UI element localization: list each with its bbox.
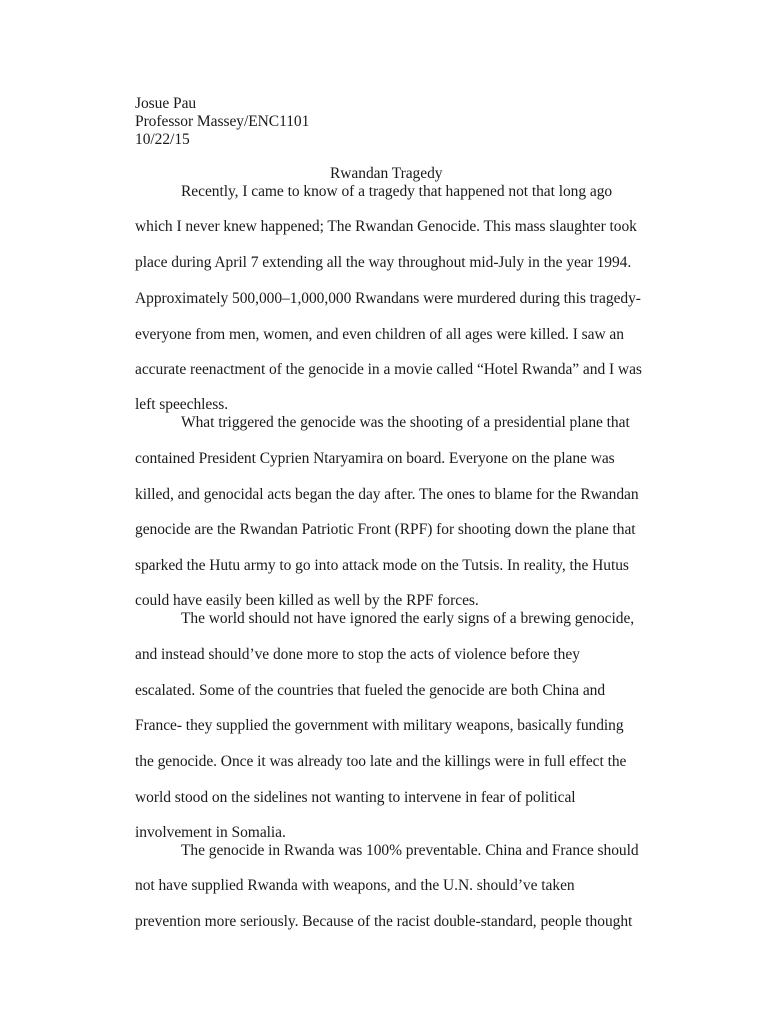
paragraph-3-line-5: the genocide. Once it was already too late and the killings were in full effect the	[135, 753, 627, 770]
paragraph-3-line-2: and instead should’ve done more to stop the acts of violence before they	[135, 646, 580, 663]
paragraph-1-line-7: left speechless.	[135, 396, 229, 413]
paragraph-1-line-5: everyone from men, women, and even children of all ages were killed. I saw an	[135, 326, 624, 343]
paragraph-3-line-1: The world should not have ignored the early signs of a brewing genocide,	[181, 610, 635, 627]
paragraph-1-line-3: place during April 7 extending all the way throughout mid-July in the year 1994.	[135, 254, 632, 271]
paragraph-2-line-6: could have easily been killed as well by the RPF forces.	[135, 592, 479, 609]
paragraph-1-line-4: Approximately 500,000–1,000,000 Rwandans were murdered during this tragedy-	[135, 290, 641, 307]
paragraph-3-line-7: involvement in Somalia.	[135, 824, 286, 841]
paragraph-1-line-6: accurate reenactment of the genocide in a movie called “Hotel Rwanda” and I was	[135, 361, 642, 378]
paragraph-2-line-4: genocide are the Rwandan Patriotic Front (RPF) for shooting down the plane that	[135, 521, 636, 538]
paragraph-1-line-2: which I never knew happened; The Rwandan Genocide. This mass slaughter took	[135, 218, 637, 235]
author-name: Josue Pau	[135, 95, 197, 112]
paragraph-3-line-3: escalated. Some of the countries that fueled the genocide are both China and	[135, 682, 606, 699]
paragraph-2-line-3: killed, and genocidal acts began the day after. The ones to blame for the Rwandan	[135, 486, 639, 503]
date-line: 10/22/15	[135, 131, 190, 148]
paragraph-4-line-1: The genocide in Rwanda was 100% preventable. China and France should	[181, 842, 639, 859]
paragraph-3-line-6: world stood on the sidelines not wanting to intervene in fear of political	[135, 789, 576, 806]
paragraph-2-line-5: sparked the Hutu army to go into attack mode on the Tutsis. In reality, the Hutus	[135, 557, 629, 574]
paragraph-3-line-4: France- they supplied the government with military weapons, basically funding	[135, 717, 624, 734]
paragraph-4-line-2: not have supplied Rwanda with weapons, and the U.N. should’ve taken	[135, 877, 575, 894]
paragraph-1-line-1: Recently, I came to know of a tragedy that happened not that long ago	[181, 183, 613, 200]
essay-title: Rwandan Tragedy	[330, 165, 443, 182]
course-info: Professor Massey/ENC1101	[135, 113, 310, 130]
paragraph-2-line-2: contained President Cyprien Ntaryamira on board. Everyone on the plane was	[135, 450, 615, 467]
paragraph-2-line-1: What triggered the genocide was the shooting of a presidential plane that	[181, 414, 630, 431]
paragraph-4-line-3: prevention more seriously. Because of the racist double-standard, people thought	[135, 913, 633, 930]
